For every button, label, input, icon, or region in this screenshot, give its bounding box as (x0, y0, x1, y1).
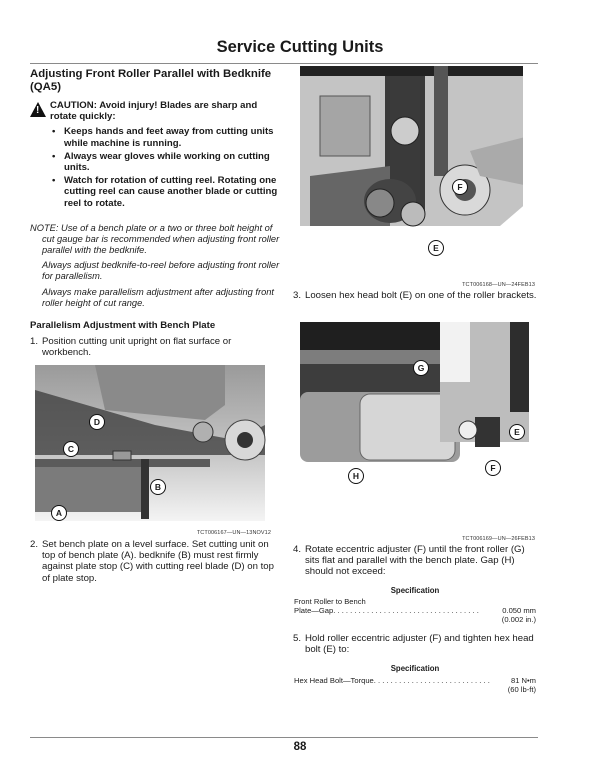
spec-heading: Specification (390, 664, 440, 673)
front-roller-photo (300, 322, 529, 469)
callout-a: A (51, 505, 67, 521)
figure-bench-plate (35, 365, 265, 521)
step-text: Set bench plate on a level surface. Set cutting unit on top of bench plate (A). bedknife (B) must rest firmly against plate stop (C) with cutting reel blade (D) on top of plate stop. (42, 539, 274, 584)
spec-value-alt: (0.002 in.) (501, 615, 536, 624)
callout-c: C (63, 441, 79, 457)
callout-d: D (89, 414, 105, 430)
step-number: 4. (293, 544, 302, 555)
note-text: NOTE: Use of a bench plate or a two or three bolt height of cut gauge bar is recommended when adjusting front roller parallel with the bedknife. (30, 223, 280, 255)
warning-triangle-icon (30, 102, 46, 117)
step-1 (30, 336, 275, 358)
callout-e: E (428, 240, 444, 256)
figure-roller-bracket (300, 66, 529, 226)
step-text: Loosen hex head bolt (E) on one of the roller brackets. (305, 290, 537, 301)
step-number: 1. (30, 336, 39, 347)
figure-caption: TCT006167—UN—13NOV12 (196, 530, 271, 536)
step-text: Position cutting unit upright on flat surface or workbench. (42, 336, 232, 359)
spec-label: Plate—Gap. . . . . . . . . . . . . . . . . . . . . . . . . . . . . . . . . . . (294, 606, 479, 615)
callout-h: H (348, 468, 364, 484)
caution-list (30, 126, 280, 208)
caution-bullet: • Always wear gloves while working on cutting units. (52, 151, 280, 173)
spec-value: 81 N•m (510, 676, 536, 685)
spec-label: Hex Head Bolt—Torque. . . . . . . . . . . . . . . . . . . . . . . . . . . . (294, 676, 490, 685)
page-number: 88 (293, 741, 307, 753)
callout-f: F (485, 460, 501, 476)
caution-bullet: • Watch for rotation of cutting reel. Rotating one cutting reel can cause another blade or cutting reel to rotate. (52, 175, 280, 209)
header-divider (30, 63, 538, 64)
spec-label: Front Roller to Bench (294, 597, 366, 606)
step-3 (293, 290, 538, 301)
spec-table (294, 676, 536, 694)
spec-value-alt: (60 lb-ft) (507, 685, 536, 694)
caution-text: CAUTION: Avoid injury! Blades are sharp and rotate quickly: (50, 100, 258, 123)
note-block (30, 223, 280, 314)
footer-divider (30, 737, 538, 738)
section-heading: Adjusting Front Roller Parallel with Bedknife (QA5) (30, 68, 272, 93)
note-text: Always make parallelism adjustment after adjusting front roller height of cut range. (42, 286, 275, 308)
figure-caption: TCT006168—UN—24FEB13 (462, 282, 535, 288)
step-5 (293, 633, 538, 655)
figure-caption: TCT006169—UN—26FEB13 (462, 536, 535, 542)
page-title: Service Cutting Units (216, 38, 384, 56)
figure-front-roller (300, 322, 529, 481)
note-text: Always adjust bedknife-to-reel before adjusting front roller for parallelism. (42, 260, 280, 282)
callout-f: F (452, 179, 468, 195)
callout-b: B (150, 479, 166, 495)
callout-e: E (509, 424, 525, 440)
spec-table (294, 597, 536, 624)
step-text: Hold roller eccentric adjuster (F) and tighten hex head bolt (E) to: (305, 633, 534, 656)
step-number: 5. (293, 633, 302, 644)
step-text: Rotate eccentric adjuster (F) until the front roller (G) sits flat and parallel with the bench plate. Gap (H) should not exceed: (305, 544, 525, 578)
caution-block (30, 100, 280, 211)
callout-g: G (413, 360, 429, 376)
spec-value: 0.050 mm (502, 606, 536, 615)
step-number: 3. (293, 290, 302, 301)
step-4 (293, 544, 538, 578)
subheading: Parallelism Adjustment with Bench Plate (30, 320, 216, 331)
step-2 (30, 539, 275, 584)
spec-heading: Specification (390, 586, 440, 595)
caution-bullet: • Keeps hands and feet away from cutting units while machine is running. (52, 126, 280, 148)
step-number: 2. (30, 539, 39, 550)
roller-bracket-photo (300, 66, 529, 226)
